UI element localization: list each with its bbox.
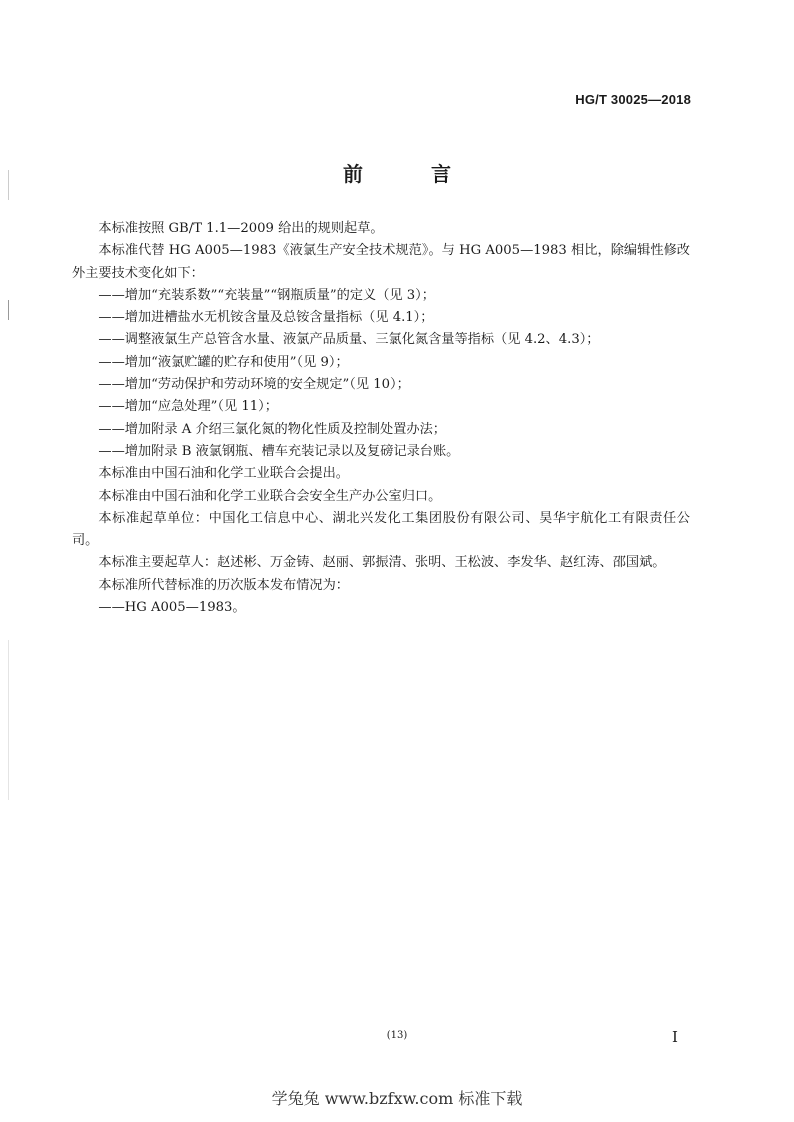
paragraph: 本标准起草单位：中国化工信息中心、湖北兴发化工集团股份有限公司、昊华宇航化工有限责任公司。 bbox=[72, 510, 690, 549]
paragraph: 本标准主要起草人：赵述彬、万金铸、赵丽、郭振清、张明、王松波、李发华、赵红涛、邵国斌。 bbox=[98, 555, 666, 571]
document-code: HG/T 30025—2018 bbox=[575, 92, 691, 107]
change-item: ——增加附录 B 液氯钢瓶、槽车充装记录以及复磅记录台账。 bbox=[98, 443, 460, 459]
paragraph: 本标准由中国石油和化学工业联合会安全生产办公室归口。 bbox=[98, 488, 442, 504]
watermark: 学兔兔 www.bzfxw.com 标准下载 bbox=[271, 1089, 523, 1108]
roman-page-number: I bbox=[672, 1028, 678, 1046]
page-title: 前 言 bbox=[343, 162, 475, 186]
change-item: ——增加“应急处理”（见 11）； bbox=[98, 399, 278, 415]
scan-edge-mark bbox=[8, 640, 9, 800]
change-item: ——调整液氯生产总管含水量、液氯产品质量、三氯化氮含量等指标（见 4.2、4.3）； bbox=[98, 332, 600, 348]
paragraph: 本标准代替 HG A005—1983《液氯生产安全技术规范》。与 HG A005—1983 相比，除编辑性修改外主要技术变化如下： bbox=[72, 243, 690, 281]
paragraph: 本标准所代替标准的历次版本发布情况为： bbox=[98, 577, 349, 593]
preface-body bbox=[72, 218, 690, 619]
paragraph: 本标准由中国石油和化学工业联合会提出。 bbox=[98, 466, 349, 482]
scan-edge-mark bbox=[8, 300, 9, 320]
change-item: ——增加“充装系数”“充装量”“钢瓶质量”的定义（见 3）； bbox=[98, 287, 435, 303]
change-item: ——增加附录 A 介绍三氯化氮的物化性质及控制处置办法； bbox=[98, 421, 446, 437]
paragraph: 本标准按照 GB/T 1.1—2009 给出的规则起草。 bbox=[98, 221, 384, 236]
change-item: ——增加“劳动保护和劳动环境的安全规定”（见 10）； bbox=[98, 377, 410, 393]
change-item: ——增加“液氯贮罐的贮存和使用”（见 9）； bbox=[98, 354, 349, 370]
page-number: (13) bbox=[386, 1030, 408, 1041]
history-item: ——HG A005—1983。 bbox=[98, 600, 246, 616]
change-item: ——增加进槽盐水无机铵含量及总铵含量指标（见 4.1）； bbox=[98, 310, 434, 326]
